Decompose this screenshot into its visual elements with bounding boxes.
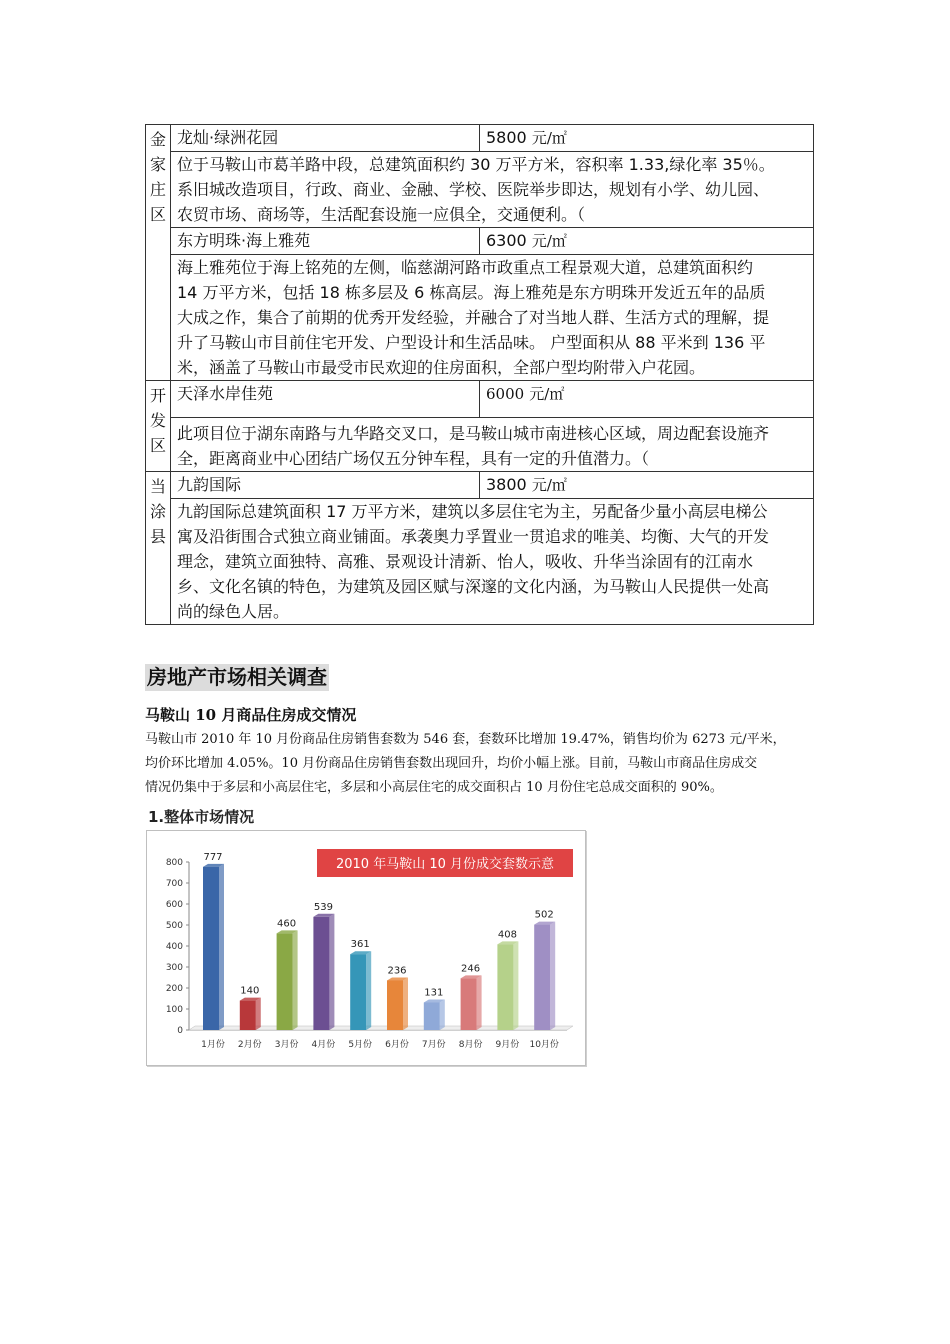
- paragraph-line: 马鞍山市 2010 年 10 月份商品住房销售套数为 546 套，套数环比增加 19.47%，销售均价为 6273 元/平米，: [145, 732, 786, 747]
- desc-line: 此项目位于湖东南路与九华路交叉口，是马鞍山城市南进核心区域，周边配套设施齐: [177, 424, 770, 443]
- bar: [497, 944, 513, 1030]
- desc-line: 寓及沿街围合式独立商业铺面。承袭奥力孚置业一贯追求的唯美、均衡、大气的开发: [177, 527, 770, 546]
- data-label: 361: [350, 939, 370, 951]
- bar: [461, 978, 477, 1030]
- project-name: 天泽水岸佳苑: [171, 381, 480, 418]
- district-char: 县: [149, 527, 166, 546]
- table-row: [146, 472, 814, 499]
- property-table: [145, 124, 814, 625]
- desc-line: 九韵国际总建筑面积 17 万平方米，建筑以多层住宅为主，另配备少量小高层电梯公: [177, 502, 768, 521]
- y-tick-label: 600: [165, 900, 183, 910]
- table-row: [146, 381, 814, 418]
- desc-line: 14 万平方米，包括 18 栋多层及 6 栋高层。海上雅苑是东方明珠开发近五年的品质: [177, 283, 766, 302]
- project-description: [171, 418, 814, 472]
- price-unit: 元/㎡: [531, 476, 567, 494]
- desc-line: 全，距离商业中心团结广场仅五分钟车程，具有一定的升值潜力。（: [177, 449, 650, 468]
- bar: [277, 933, 293, 1030]
- data-label: 236: [387, 965, 407, 977]
- x-tick-label: 2月份: [237, 1040, 262, 1050]
- price-number: 6000: [486, 385, 525, 403]
- data-label: 131: [424, 987, 444, 999]
- y-tick-label: 400: [165, 942, 183, 952]
- sub-heading: 马鞍山 10 月商品住房成交情况: [145, 706, 357, 724]
- bar: [313, 917, 329, 1030]
- table-row: [146, 228, 814, 255]
- bar-side: [403, 977, 408, 1030]
- district-char: 发: [149, 411, 166, 430]
- district-char: 区: [149, 205, 166, 224]
- project-name: 九韵国际: [171, 472, 480, 499]
- table-row: [146, 125, 814, 152]
- bar-side: [513, 941, 518, 1030]
- x-tick-label: 8月份: [458, 1040, 483, 1050]
- project-description: [171, 255, 814, 381]
- y-tick-label: 100: [165, 1005, 183, 1015]
- bar-side: [440, 999, 445, 1030]
- district-char: 开: [149, 386, 166, 405]
- y-tick-label: 0: [177, 1026, 183, 1036]
- bar: [424, 1002, 440, 1030]
- district-char: 家: [149, 155, 166, 174]
- desc-line: 乡、文化名镇的特色，为建筑及园区赋与深邃的文化内涵，为马鞍山人民提供一处高: [177, 577, 770, 596]
- bar: [203, 867, 219, 1030]
- bar-side: [550, 922, 555, 1030]
- price-number: 6300: [486, 231, 527, 250]
- price-number: 3800: [486, 475, 527, 494]
- x-tick-label: 7月份: [421, 1040, 446, 1050]
- district-char: 区: [149, 436, 166, 455]
- data-label: 460: [277, 918, 297, 930]
- desc-line: 升了马鞍山市目前住宅开发、户型设计和生活品味。 户型面积从 88 平米到 136 平: [177, 333, 766, 352]
- y-tick-label: 500: [165, 921, 183, 931]
- chart-svg: [147, 831, 585, 1065]
- table-row: [146, 152, 814, 228]
- district-char: 庄: [149, 180, 166, 199]
- section-heading: 房地产市场相关调查: [147, 665, 327, 689]
- project-name: 龙灿·绿洲花园: [171, 125, 480, 152]
- data-label: 246: [461, 963, 481, 975]
- chart-caption: 1.整体市场情况: [148, 808, 255, 826]
- desc-line: 系旧城改造项目，行政、商业、金融、学校、医院举步即达，规划有小学、幼儿园、: [177, 180, 770, 199]
- table-row: [146, 418, 814, 472]
- y-tick-label: 200: [165, 984, 183, 994]
- desc-line: 农贸市场、商场等，生活配套设施一应俱全，交通便利。（: [177, 205, 586, 224]
- desc-line: 理念，建筑立面独特、高雅、景观设计清新、怡人，吸收、升华当涂固有的江南水: [177, 552, 754, 571]
- project-price: [480, 472, 814, 499]
- price-unit: 元/㎡: [529, 385, 565, 403]
- x-tick-label: 9月份: [495, 1040, 520, 1050]
- price-number: 5800: [486, 128, 527, 147]
- bar-side: [477, 975, 482, 1030]
- desc-line: 米，涵盖了马鞍山市最受市民欢迎的住房面积，全部户型均附带入户花园。: [177, 358, 706, 377]
- x-tick-label: 6月份: [385, 1040, 409, 1050]
- desc-line: 海上雅苑位于海上铭苑的左侧，临慈湖河路市政重点工程景观大道，总建筑面积约: [177, 258, 754, 277]
- project-description: [171, 152, 814, 228]
- x-tick-label: 3月份: [274, 1040, 299, 1050]
- data-label: 777: [203, 851, 223, 863]
- x-tick-label: 10月份: [529, 1040, 559, 1050]
- bar-side: [256, 998, 261, 1030]
- district-cell: [146, 381, 171, 472]
- y-tick-label: 800: [165, 858, 183, 868]
- data-label: 408: [497, 929, 517, 941]
- bar: [350, 954, 366, 1030]
- bar-side: [329, 914, 334, 1030]
- desc-line: 位于马鞍山市葛羊路中段，总建筑面积约 30 万平方米，容积率 1.33,绿化率 35％。: [177, 155, 775, 174]
- bar: [534, 925, 550, 1030]
- price-unit: 元/㎡: [531, 129, 567, 147]
- bar-side: [293, 930, 298, 1030]
- data-label: 140: [240, 985, 260, 997]
- project-name: 东方明珠·海上雅苑: [171, 228, 480, 255]
- x-tick-label: 4月份: [311, 1040, 336, 1050]
- bar: [387, 980, 403, 1030]
- chart-title: 2010 年马鞍山 10 月份成交套数示意: [335, 857, 555, 872]
- project-price: [480, 228, 814, 255]
- x-tick-label: 5月份: [348, 1040, 373, 1050]
- project-description: [171, 499, 814, 625]
- bar: [240, 1001, 256, 1030]
- desc-line: 大成之作，集合了前期的优秀开发经验，并融合了对当地人群、生活方式的理解，提: [177, 308, 770, 327]
- desc-line: 尚的绿色人居。: [177, 602, 290, 621]
- district-cell: [146, 472, 171, 625]
- y-tick-label: 700: [165, 879, 183, 889]
- price-unit: 元/㎡: [531, 232, 567, 250]
- district-char: 金: [149, 130, 166, 149]
- district-char: 当: [149, 477, 166, 496]
- bar-side: [219, 864, 224, 1030]
- y-tick-label: 300: [165, 963, 183, 973]
- project-price: [480, 381, 814, 418]
- district-cell: [146, 125, 171, 381]
- paragraph-line: 均价环比增加 4.05%。10 月份商品住房销售套数出现回升，均价小幅上涨。目前，马鞍山市商品住房成交: [145, 756, 758, 771]
- project-price: [480, 125, 814, 152]
- district-char: 涂: [149, 502, 166, 521]
- table-row: [146, 499, 814, 625]
- market-paragraph: [145, 728, 813, 800]
- data-label: 539: [313, 901, 333, 913]
- bar-side: [366, 951, 371, 1030]
- paragraph-line: 情况仍集中于多层和小高层住宅，多层和小高层住宅的成交面积占 10 月份住宅总成交面积的 90%。: [145, 780, 723, 795]
- table-row: [146, 255, 814, 381]
- data-label: 502: [534, 909, 554, 921]
- x-tick-label: 1月份: [201, 1040, 225, 1050]
- sales-bar-chart: [146, 830, 586, 1066]
